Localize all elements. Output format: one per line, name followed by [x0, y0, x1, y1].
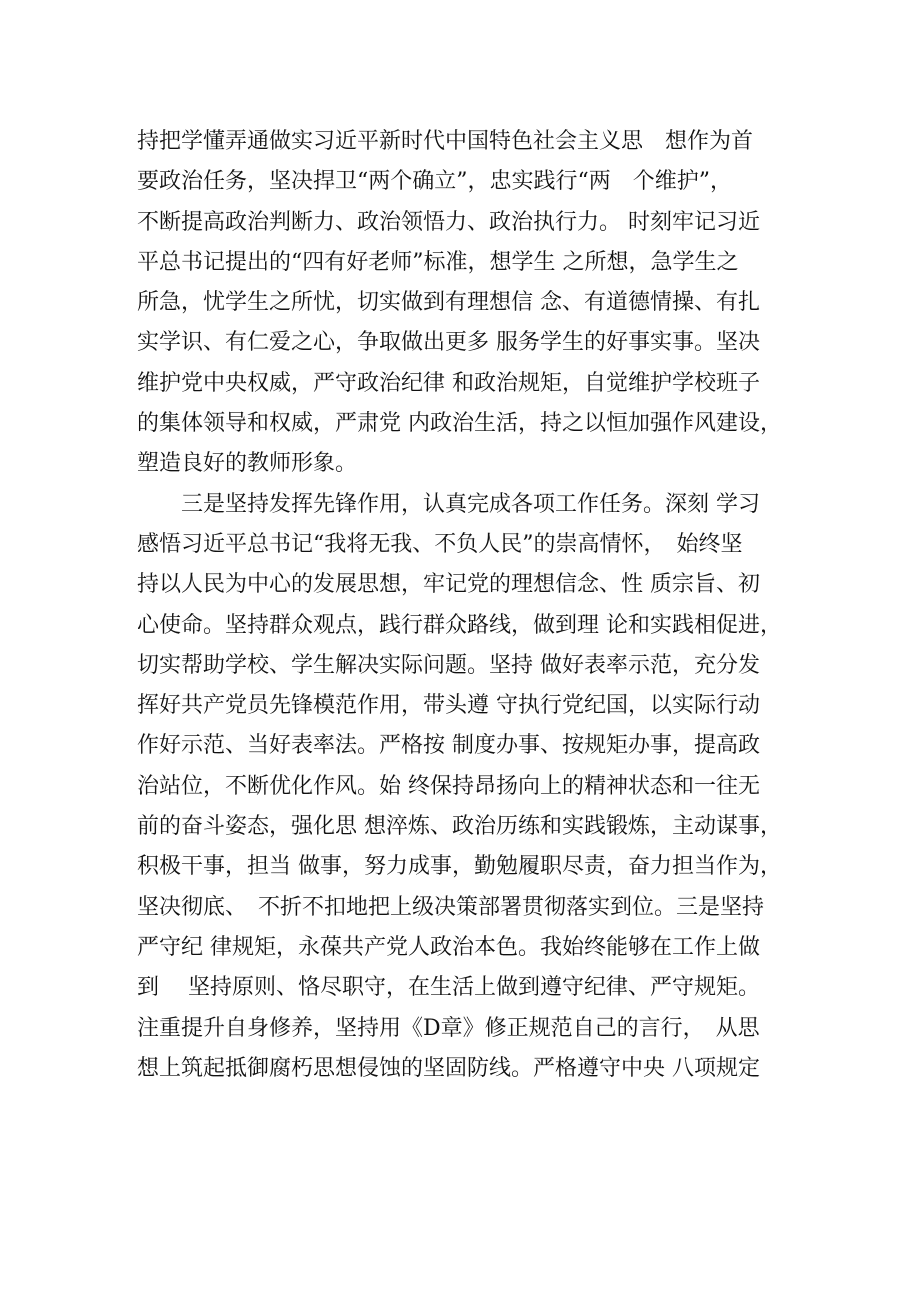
text-line: 持把学懂弄通做实习近平新时代中国特色社会主义思 想作为首	[137, 129, 754, 154]
text-line: 三是坚持发挥先锋作用，认真完成各项工作任务。深刻 学习	[181, 491, 760, 517]
text-line: 前的奋斗姿态，强化思 想淬炼、政治历练和实践锻炼，主动谋事，	[137, 814, 782, 840]
document-body	[137, 122, 797, 1089]
text-line: 作好示范、当好表率法。严格按 制度办事、按规矩办事，提高政	[137, 733, 760, 759]
text-line: 到 坚持原则、恪尽职守，在生活上做到遵守纪律、严守规矩。	[137, 975, 760, 1001]
text-line: 切实帮助学校、学生解决实际问题。坚持 做好表率示范，充分发	[137, 652, 760, 678]
text-line: 塑造良好的教师形象。	[137, 451, 358, 477]
text-line: 平总书记提出的“四有好老师”标准，想学生 之所想，急学生之	[137, 249, 739, 275]
text-line: 严守纪 律规矩，永葆共产党人政治本色。我始终能够在工作上做	[137, 934, 760, 960]
text-line: 要政治任务，坚决捍卫“两个确立”，忠实践行“两 个维护”，	[137, 169, 732, 195]
paragraph	[137, 122, 797, 485]
text-line: 实学识、有仁爱之心，争取做出更多 服务学生的好事实事。坚决	[137, 330, 760, 356]
text-line: 坚决彻底、 不折不扣地把上级决策部署贯彻落实到位。三是坚持	[137, 894, 765, 920]
text-line: 注重提升自身修养，坚持用《D章》修正规范自己的言行， 从思	[137, 1015, 760, 1041]
text-line: 不断提高政治判断力、政治领悟力、政治执行力。 时刻牢记习近	[137, 209, 760, 235]
text-line: 积极干事，担当 做事，努力成事，勤勉履职尽责，奋力担当作为，	[137, 854, 782, 880]
text-line: 治站位，不断优化作风。始 终保持昂扬向上的精神状态和一往无	[137, 773, 760, 799]
text-line: 感悟习近平总书记“我将无我、不负人民”的崇高情怀， 始终坚	[137, 531, 743, 557]
text-line: 的集体领导和权威，严肃党 内政治生活，持之以恒加强作风建设，	[137, 411, 782, 437]
paragraph	[137, 485, 797, 1089]
text-line: 持以人民为中心的发展思想，牢记党的理想信念、性 质宗旨、初	[137, 572, 760, 598]
text-line: 所急，忧学生之所忧，切实做到有理想信 念、有道德情操、有扎	[137, 290, 760, 316]
text-line: 心使命。坚持群众观点，践行群众路线，做到理 论和实践相促进，	[137, 612, 782, 638]
text-line: 挥好共产党员先锋模范作用，带头遵 守执行党纪国，以实际行动	[137, 693, 760, 719]
text-line: 想上筑起抵御腐朽思想侵蚀的坚固防线。严格遵守中央 八项规定	[137, 1055, 760, 1081]
text-line: 维护党中央权威，严守政治纪律 和政治规矩，自觉维护学校班子	[137, 370, 760, 396]
